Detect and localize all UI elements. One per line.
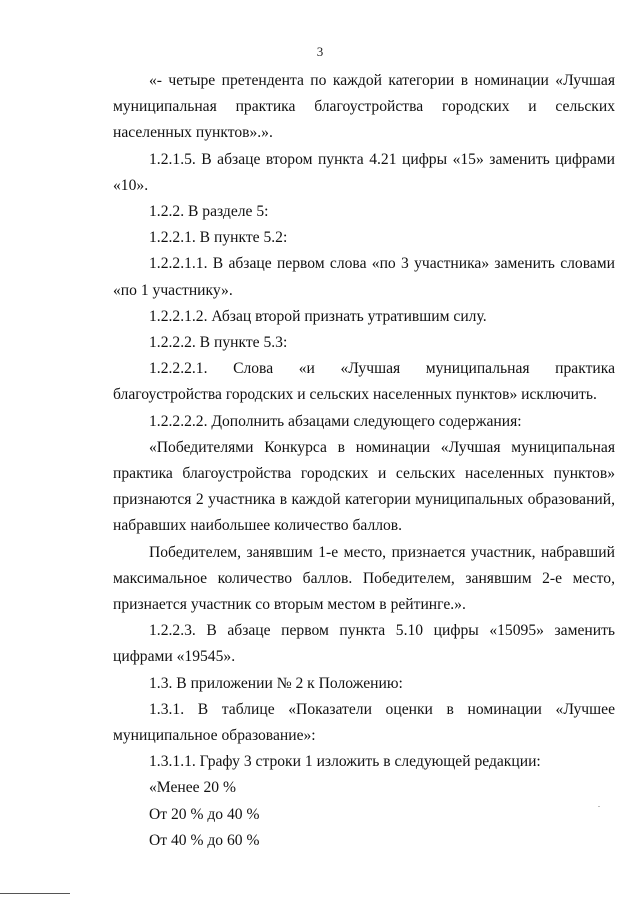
document-body xyxy=(113,68,615,854)
paragraph: 1.2.2.3. В абзаце первом пункта 5.10 цифры «15095» заменить цифрами «19545». xyxy=(113,622,615,666)
paragraph: 1.3.1. В таблице «Показатели оценки в номинации «Лучшее муниципальное образование»: xyxy=(113,700,615,745)
paragraph: 1.2.2.1.2. Абзац второй признать утратившим силу. xyxy=(149,307,487,325)
paragraph: Победителем, занявшим 1-е место, признается участник, набравший максимальное количество баллов. Победителем, занявшим 2-е место, признается участник со вторым местом в рейтинге.». xyxy=(113,543,615,614)
paragraph: «Менее 20 % xyxy=(149,779,236,797)
paragraph: От 20 % до 40 % xyxy=(149,805,260,823)
paragraph: 1.3.1.1. Графу 3 строки 1 изложить в следующей редакции: xyxy=(149,753,541,771)
paragraph: «- четыре претендента по каждой категории в номинации «Лучшая муниципальная практика благоустройства городских и сельских населенных пунктов».». xyxy=(113,72,615,142)
paragraph: 1.2.2.1. В пункте 5.2: xyxy=(149,229,288,247)
paragraph: «Победителями Конкурса в номинации «Лучшая муниципальная практика благоустройства городских и сельских населенных пунктов» признаются 2 участника в каждой категории муниципальных образований, набравших наибольшее количество баллов. xyxy=(113,438,615,535)
paragraph: 1.2.2.2.2. Дополнить абзацами следующего содержания: xyxy=(149,412,522,430)
paragraph: От 40 % до 60 % xyxy=(149,831,260,849)
footnote-separator-line xyxy=(0,893,70,894)
page-number: 3 xyxy=(316,44,324,59)
paragraph: 1.3. В приложении № 2 к Положению: xyxy=(149,674,403,692)
paragraph: 1.2.2.2.1. Слова «и «Лучшая муниципальная практика благоустройства городских и сельских населенных пунктов» исключить. xyxy=(113,360,615,404)
paragraph: 1.2.1.5. В абзаце втором пункта 4.21 цифры «15» заменить цифрами «10». xyxy=(113,150,615,194)
paragraph: 1.2.2. В разделе 5: xyxy=(149,203,269,221)
scan-speck xyxy=(598,806,600,807)
paragraph: 1.2.2.1.1. В абзаце первом слова «по 3 участника» заменить словами «по 1 участнику». xyxy=(113,255,615,299)
paragraph: 1.2.2.2. В пункте 5.3: xyxy=(149,334,288,352)
